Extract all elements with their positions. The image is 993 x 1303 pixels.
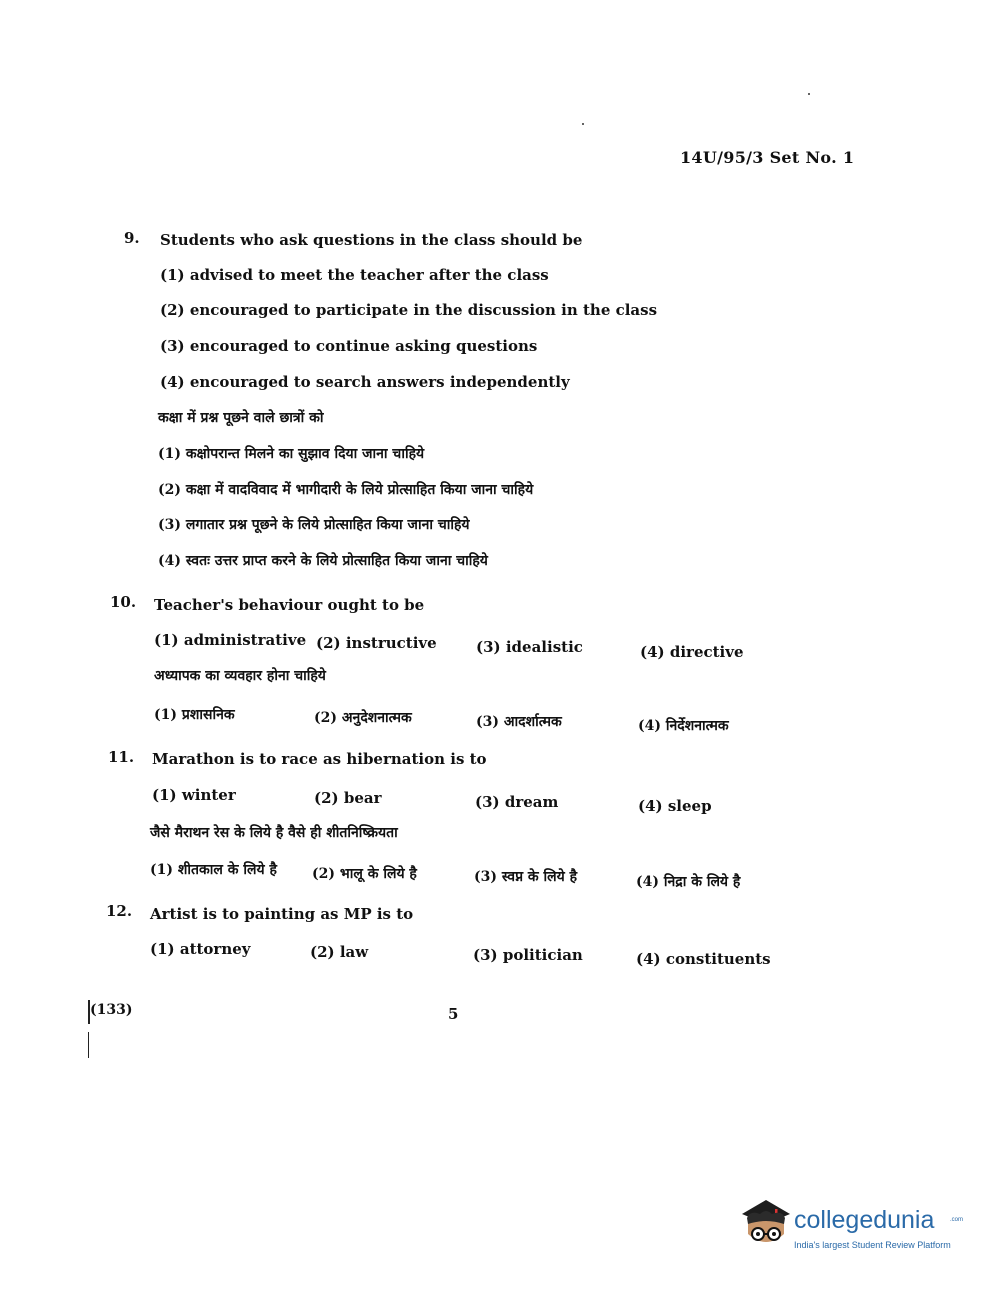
scan-edge-mark: [88, 1032, 89, 1058]
page-number: 5: [448, 1005, 459, 1023]
option-2: (2) encouraged to participate in the discussion in the class: [160, 301, 658, 319]
option-2: (2) law: [310, 943, 369, 961]
brand-domain: .com: [950, 1217, 964, 1223]
hindi-option-2: (2) कक्षा में वादविवाद में भागीदारी के लिये प्रोत्साहित किया जाना चाहिये: [158, 482, 534, 498]
hindi-option-3: (3) लगातार प्रश्न पूछने के लिये प्रोत्साहित किया जाना चाहिये: [158, 517, 470, 533]
option-3: (3) idealistic: [476, 638, 583, 656]
hindi-option-1: (1) प्रशासनिक: [154, 707, 235, 723]
mascot-icon: [738, 1196, 794, 1258]
option-1: (1) winter: [152, 786, 236, 804]
option-4: (4) directive: [640, 643, 744, 661]
question-number: 11.: [108, 748, 135, 766]
paper-code: (133): [90, 1002, 133, 1018]
option-1: (1) administrative: [154, 631, 307, 649]
option-4: (4) sleep: [638, 797, 712, 815]
question-text: Artist is to painting as MP is to: [150, 905, 414, 923]
hindi-option-3: (3) स्वप्न के लिये है: [474, 869, 578, 885]
question-number: 12.: [106, 902, 133, 920]
hindi-option-1: (1) कक्षोपरान्त मिलने का सुझाव दिया जाना चाहिये: [158, 446, 425, 462]
hindi-option-4: (4) निद्रा के लिये है: [636, 874, 741, 890]
option-4: (4) constituents: [636, 950, 771, 968]
scan-speck: [582, 123, 584, 125]
collegedunia-watermark: [738, 1196, 968, 1266]
option-3: (3) politician: [473, 946, 583, 964]
hindi-option-4: (4) निर्देशनात्मक: [638, 718, 729, 734]
question-text: Teacher's behaviour ought to be: [154, 596, 425, 614]
option-4: (4) encouraged to search answers independently: [160, 373, 570, 391]
question-number: 10.: [110, 593, 137, 611]
hindi-question-text: अध्यापक का व्यवहार होना चाहिये: [154, 668, 326, 684]
brand-tagline: India's largest Student Review Platform: [794, 1240, 951, 1250]
question-number: 9.: [124, 229, 140, 247]
hindi-option-4: (4) स्वतः उत्तर प्राप्त करने के लिये प्रोत्साहित किया जाना चाहिये: [158, 553, 488, 569]
hindi-option-2: (2) अनुदेशनात्मक: [314, 710, 412, 726]
option-1: (1) advised to meet the teacher after the class: [160, 266, 549, 284]
brand-name: collegedunia: [794, 1206, 935, 1234]
question-text: Students who ask questions in the class should be: [160, 231, 583, 249]
hindi-option-3: (3) आदर्शात्मक: [476, 714, 562, 730]
option-1: (1) attorney: [150, 940, 251, 958]
option-3: (3) dream: [475, 793, 559, 811]
hindi-option-2: (2) भालू के लिये है: [312, 866, 417, 882]
option-2: (2) instructive: [316, 634, 437, 652]
scan-speck: [808, 93, 810, 95]
hindi-question-text: कक्षा में प्रश्न पूछने वाले छात्रों को: [158, 410, 324, 426]
question-text: Marathon is to race as hibernation is to: [152, 750, 487, 768]
set-number: 14U/95/3 Set No. 1: [680, 148, 855, 167]
option-2: (2) bear: [314, 789, 382, 807]
hindi-option-1: (1) शीतकाल के लिये है: [150, 862, 277, 878]
hindi-question-text: जैसे मैराथन रेस के लिये है वैसे ही शीतनिष्क्रियता: [150, 825, 398, 841]
option-3: (3) encouraged to continue asking questions: [160, 337, 538, 355]
